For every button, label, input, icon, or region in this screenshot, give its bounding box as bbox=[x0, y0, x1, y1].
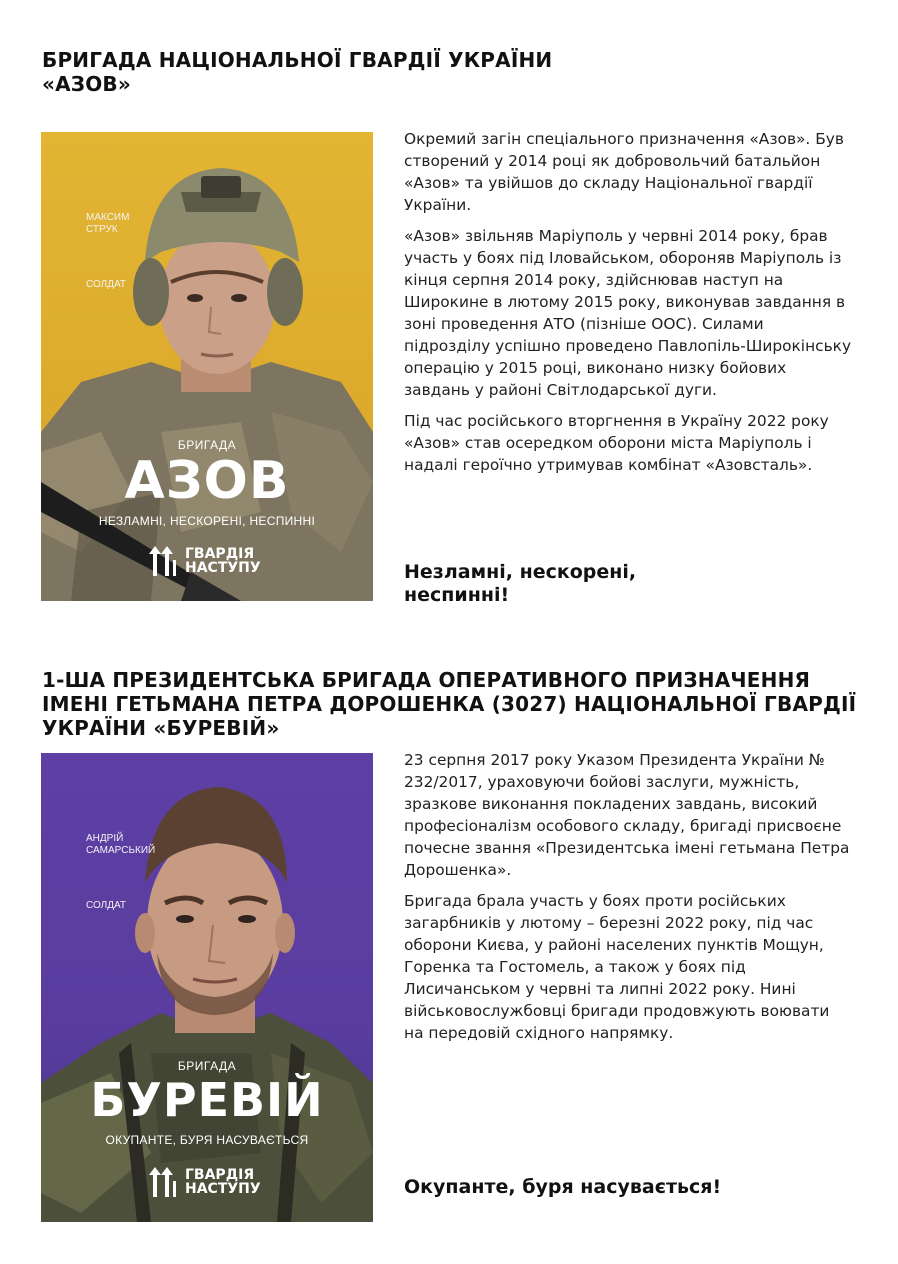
logo-text: ГВАРДІЯ НАСТУПУ bbox=[185, 546, 261, 576]
soldier-portrait-illustration bbox=[41, 753, 373, 1222]
description-paragraph: Під час російського вторгнення в Україну 2022 року «Азов» став осередком оборони міста Маріуполь і надалі героїчно утримував комбінат «Азовсталь». bbox=[404, 412, 829, 474]
description-paragraph: 23 серпня 2017 року Указом Президента України № 232/2017, ураховуючи бойові заслуги, мужність, зразкове виконання покладених завдань, високий професіоналізм особового складу, бригаді присвоєне почесне звання «Президентська імені гетьмана Петра Дорошенка». bbox=[404, 751, 850, 879]
burevii-slogan: Окупанте, буря насувається! bbox=[404, 1176, 722, 1198]
soldier-rank: СОЛДАТ bbox=[86, 900, 126, 911]
heading-line: ІМЕНІ ГЕТЬМАНА ПЕТРА ДОРОШЕНКА (3027) НАЦІОНАЛЬНОЇ ГВАРДІЇ bbox=[42, 692, 857, 716]
brigade-label: БРИГАДА bbox=[177, 1059, 237, 1073]
soldier-portrait-illustration bbox=[41, 132, 373, 601]
azov-slogan: Незламні, нескорені, неспинні! bbox=[404, 561, 637, 606]
heading-line: «АЗОВ» bbox=[42, 72, 131, 96]
brigade-name: АЗОВ bbox=[124, 451, 290, 511]
description-paragraph: Бригада брала участь у боях проти російських загарбників у лютому – березні 2022 року, під час оборони Києва, у районі населених пунктів Мощун, Горенка та Гостомель, а також у боях під Лисичанськом у червні та липні 2022 року. Нині військовослужбовці бригади продовжують воювати на передовій східного напрямку. bbox=[404, 892, 830, 1042]
azov-poster bbox=[41, 132, 373, 601]
soldier-rank: СОЛДАТ bbox=[86, 279, 126, 290]
trident-arrows-icon bbox=[149, 546, 177, 576]
burevii-poster bbox=[41, 753, 373, 1222]
section-2-heading bbox=[42, 668, 882, 740]
soldier-name: АНДРІЙ САМАРСЬКИЙ bbox=[86, 833, 156, 856]
heading-line: 1-ША ПРЕЗИДЕНТСЬКА БРИГАДА ОПЕРАТИВНОГО ПРИЗНАЧЕННЯ bbox=[42, 668, 811, 692]
logo-text: ГВАРДІЯ НАСТУПУ bbox=[185, 1167, 261, 1197]
gvardiya-nastupu-logo bbox=[149, 546, 261, 576]
description-paragraph: Окремий загін спеціального призначення «Азов». Був створений у 2014 році як добровольчий батальйон «Азов» та увійшов до складу Національної гвардії України. bbox=[404, 130, 844, 214]
poster-tagline: НЕЗЛАМНІ, НЕСКОРЕНІ, НЕСПИННІ bbox=[98, 514, 316, 528]
section-1-heading bbox=[42, 48, 552, 96]
description-paragraph: «Азов» звільняв Маріуполь у червні 2014 року, брав участь у боях під Іловайськом, обороняв Маріуполь із кінця серпня 2014 року, здійснював наступ на Широкине в лютому 2015 року, виконував завдання в зоні проведення АТО (пізніше ООС). Силами підрозділу успішно проведено Павлопіль-Широкінську операцію у 2015 році, виконано низку бойових завдань у районі Світлодарської дуги. bbox=[404, 227, 852, 399]
brigade-name: БУРЕВІЙ bbox=[90, 1073, 324, 1127]
trident-arrows-icon bbox=[149, 1167, 177, 1197]
heading-line: УКРАЇНИ «БУРЕВІЙ» bbox=[42, 716, 280, 740]
soldier-name: МАКСИМ СТРУК bbox=[86, 212, 130, 235]
heading-line: БРИГАДА НАЦІОНАЛЬНОЇ ГВАРДІЇ УКРАЇНИ bbox=[42, 48, 553, 72]
burevii-description bbox=[404, 749, 852, 1053]
brigade-label: БРИГАДА bbox=[177, 438, 237, 452]
azov-description bbox=[404, 128, 852, 485]
gvardiya-nastupu-logo bbox=[149, 1167, 261, 1197]
poster-tagline: ОКУПАНТЕ, БУРЯ НАСУВАЄТЬСЯ bbox=[105, 1133, 309, 1147]
